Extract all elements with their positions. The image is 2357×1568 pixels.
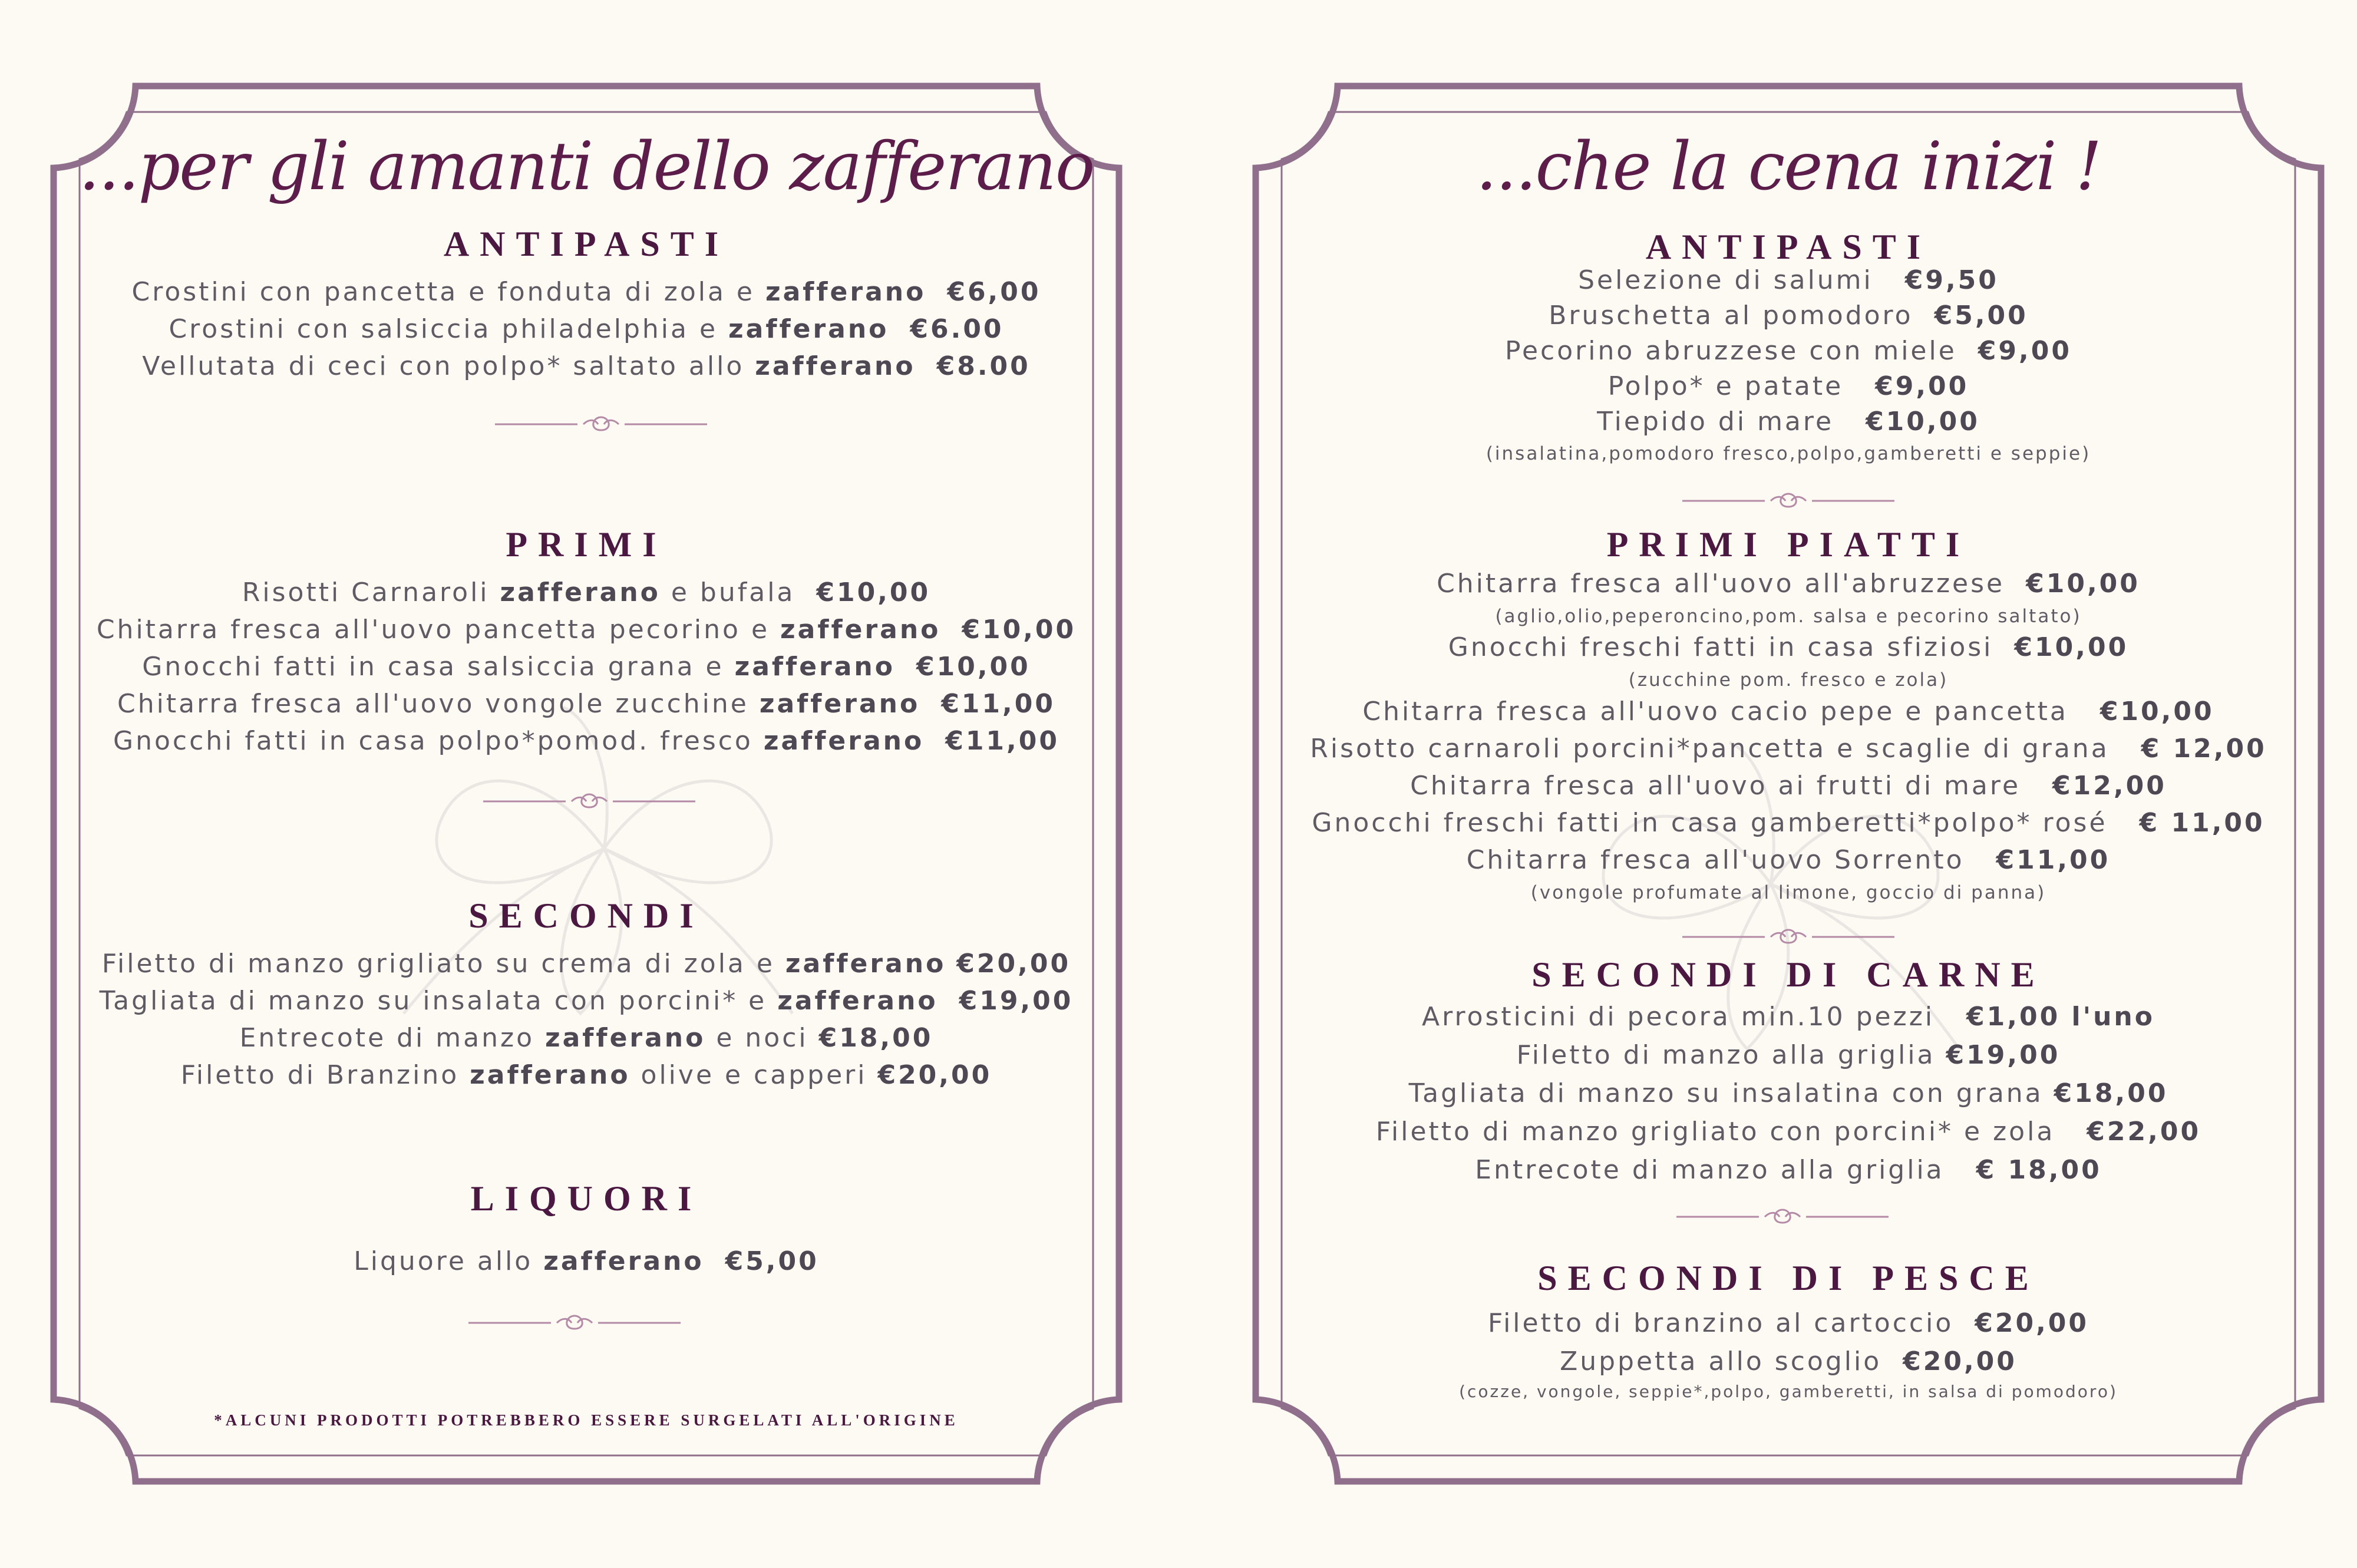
menu-item: Tiepido di mare €10,00 bbox=[1597, 407, 1980, 437]
divider-ornament-icon bbox=[468, 1311, 681, 1335]
menu-item: Chitarra fresca all'uovo all'abruzzese €10,00 bbox=[1437, 569, 2140, 599]
menu-item: Filetto di branzino al cartoccio €20,00 bbox=[1487, 1308, 2089, 1338]
menu-item: Pecorino abruzzese con miele €9,00 bbox=[1505, 336, 2072, 366]
menu-item: Chitarra fresca all'uovo vongole zucchine zafferano €11,00 bbox=[117, 689, 1055, 719]
menu-item: Bruschetta al pomodoro €5,00 bbox=[1549, 301, 2028, 331]
divider-ornament-icon bbox=[495, 412, 707, 436]
menu-item: Vellutata di ceci con polpo* saltato allo zafferano €8.00 bbox=[142, 351, 1031, 381]
menu-item: Gnocchi freschi fatti in casa sfiziosi €10,00 bbox=[1448, 632, 2129, 662]
menu-item: Risotto carnaroli porcini*pancetta e scaglie di grana € 12,00 bbox=[1310, 734, 2267, 764]
menu-item: Entrecote di manzo zafferano e noci €18,00 bbox=[239, 1023, 933, 1053]
menu-item: Entrecote di manzo alla griglia € 18,00 bbox=[1475, 1155, 2102, 1185]
menu-item: Tagliata di manzo su insalatina con grana €18,00 bbox=[1408, 1078, 2168, 1108]
item-note: (cozze, vongole, seppie*,polpo, gamberetti, in salsa di pomodoro) bbox=[1459, 1382, 2118, 1401]
menu-item: Liquore allo zafferano €5,00 bbox=[354, 1246, 819, 1276]
divider-ornament-icon bbox=[1682, 489, 1894, 513]
menu-item: Chitarra fresca all'uovo ai frutti di mare €12,00 bbox=[1410, 771, 2167, 801]
divider-ornament-icon bbox=[1676, 1205, 1889, 1229]
section-heading-secondi-di-carne: SECONDI DI CARNE bbox=[1531, 955, 2045, 994]
section-heading-primi-piatti: PRIMI PIATTI bbox=[1606, 525, 1970, 564]
menu-item: Filetto di manzo alla griglia €19,00 bbox=[1516, 1040, 2061, 1070]
menu-item: Chitarra fresca all'uovo cacio pepe e pancetta €10,00 bbox=[1362, 696, 2214, 727]
page-title: ...che la cena inizi ! bbox=[1475, 128, 2101, 205]
menu-item: Filetto di manzo grigliato su crema di zola e zafferano €20,00 bbox=[101, 949, 1071, 979]
section-heading-secondi-di-pesce: SECONDI DI PESCE bbox=[1537, 1259, 2039, 1298]
menu-item: Risotti Carnaroli zafferano e bufala €10,00 bbox=[242, 577, 931, 608]
menu-item: Selezione di salumi €9,50 bbox=[1578, 265, 1999, 295]
right-menu-page bbox=[1252, 82, 2325, 1485]
menu-item: Gnocchi fatti in casa salsiccia grana e zafferano €10,00 bbox=[142, 652, 1031, 682]
item-note: (zucchine pom. fresco e zola) bbox=[1628, 669, 1949, 691]
divider-ornament-icon bbox=[1682, 925, 1894, 949]
menu-item: Filetto di Branzino zafferano olive e capperi €20,00 bbox=[180, 1060, 992, 1090]
page-title: ...per gli amanti dello zafferano bbox=[78, 128, 1094, 205]
menu-item: Gnocchi fatti in casa polpo*pomod. fresco zafferano €11,00 bbox=[113, 726, 1059, 756]
section-heading-liquori: LIQUORI bbox=[470, 1179, 702, 1218]
menu-item: Arrosticini di pecora min.10 pezzi €1,00 l'uno bbox=[1422, 1002, 2155, 1032]
left-menu-page bbox=[50, 82, 1123, 1485]
section-heading-secondi: SECONDI bbox=[468, 896, 704, 935]
menu-item: Chitarra fresca all'uovo Sorrento €11,00 bbox=[1466, 845, 2111, 875]
footnote: *ALCUNI PRODOTTI POTREBBERO ESSERE SURGELATI ALL'ORIGINE bbox=[214, 1411, 959, 1429]
menu-item: Crostini con salsiccia philadelphia e zafferano €6.00 bbox=[169, 314, 1004, 344]
menu-item: Zuppetta allo scoglio €20,00 bbox=[1560, 1346, 2017, 1376]
menu-item: Polpo* e patate €9,00 bbox=[1607, 371, 1969, 401]
menu-item: Gnocchi freschi fatti in casa gamberetti*polpo* rosé € 11,00 bbox=[1312, 808, 2265, 838]
item-note: (vongole profumate al limone, goccio di panna) bbox=[1530, 882, 2046, 903]
menu-item: Chitarra fresca all'uovo pancetta pecorino e zafferano €10,00 bbox=[96, 615, 1077, 645]
menu-item: Crostini con pancetta e fonduta di zola e zafferano €6,00 bbox=[131, 277, 1041, 307]
menu-item: Tagliata di manzo su insalata con porcini* e zafferano €19,00 bbox=[99, 986, 1074, 1016]
menu-item: Filetto di manzo grigliato con porcini* e zola €22,00 bbox=[1375, 1117, 2201, 1147]
divider-ornament-icon bbox=[483, 790, 695, 813]
section-heading-antipasti: ANTIPASTI bbox=[443, 225, 729, 263]
section-heading-antipasti: ANTIPASTI bbox=[1645, 227, 1932, 266]
item-note: (aglio,olio,peperoncino,pom. salsa e pecorino saltato) bbox=[1495, 606, 2082, 627]
section-heading-primi: PRIMI bbox=[506, 525, 667, 564]
item-note: (insalatina,pomodoro fresco,polpo,gamberetti e seppie) bbox=[1485, 443, 2091, 464]
